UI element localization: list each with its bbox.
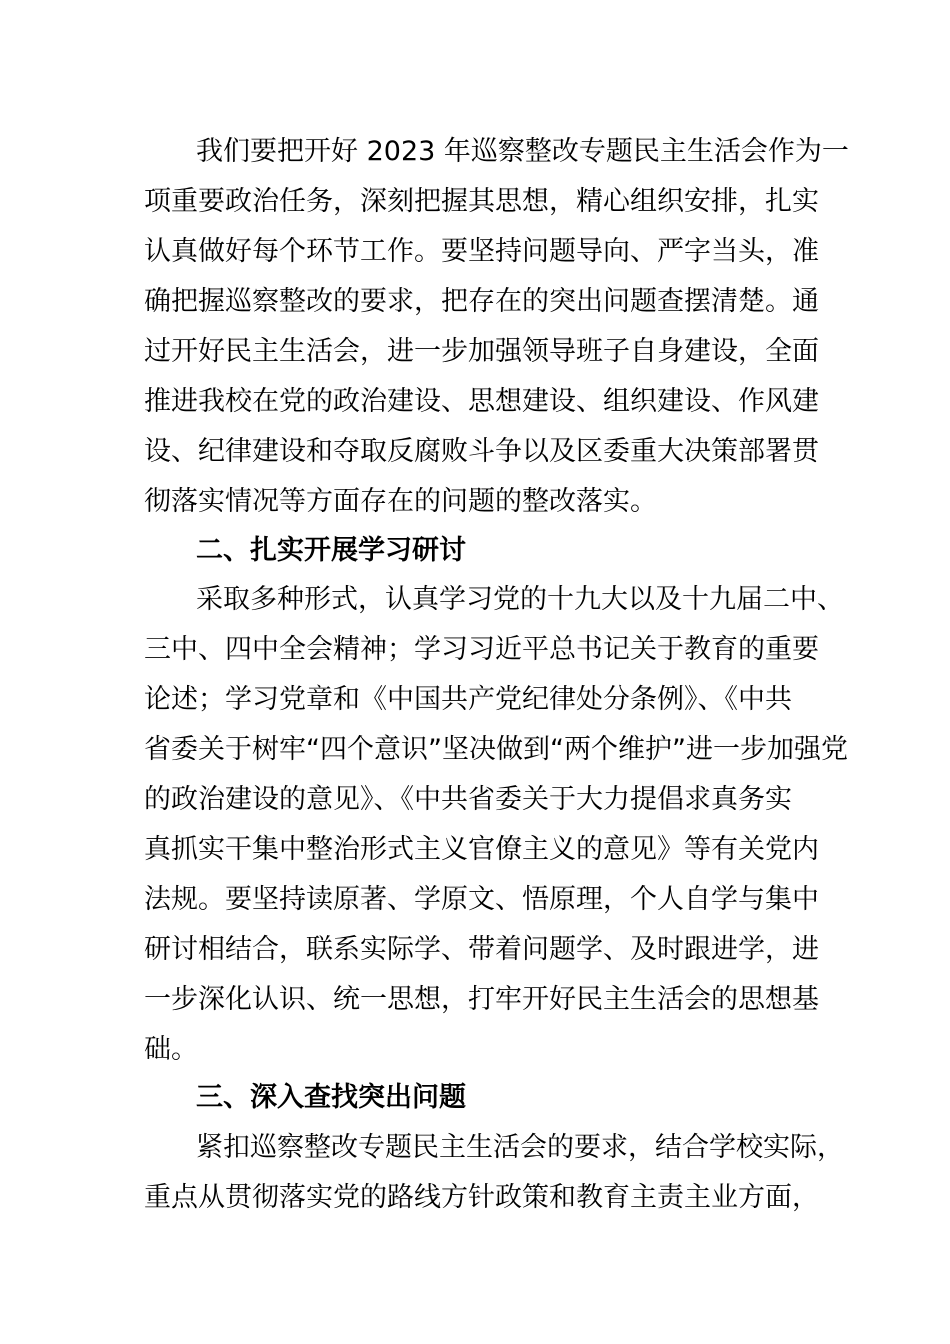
paragraph-line: 省委关于树牢“四个意识”坚决做到“两个维护”进一步加强党: [144, 734, 848, 765]
paragraph-line: 彻落实情况等方面存在的问题的整改落实。: [144, 486, 657, 517]
section-heading: 三、深入查找突出问题: [196, 1082, 466, 1113]
paragraph-line: 础。: [144, 1034, 198, 1065]
paragraph-line: 论述；学习党章和《中国共产党纪律处分条例》、《中共: [144, 684, 792, 715]
paragraph-line: 设、纪律建设和夺取反腐败斗争以及区委重大决策部署贯: [144, 436, 819, 467]
paragraph-line: 确把握巡察整改的要求，把存在的突出问题查摆清楚。通: [144, 286, 819, 317]
paragraph-line: 过开好民主生活会，进一步加强领导班子自身建设，全面: [144, 336, 819, 367]
paragraph-line: 三中、四中全会精神；学习习近平总书记关于教育的重要: [144, 634, 819, 665]
paragraph-line: 法规。要坚持读原著、学原文、悟原理，个人自学与集中: [144, 884, 819, 915]
paragraph-line: 我们要把开好 2023 年巡察整改专题民主生活会作为一: [196, 136, 849, 167]
paragraph-line: 研讨相结合，联系实际学、带着问题学、及时跟进学，进: [144, 934, 819, 965]
paragraph-line: 重点从贯彻落实党的路线方针政策和教育主责主业方面，: [144, 1182, 819, 1213]
paragraph-line: 采取多种形式，认真学习党的十九大以及十九届二中、: [196, 584, 844, 615]
paragraph-line: 的政治建设的意见》、《中共省委关于大力提倡求真务实: [144, 784, 792, 815]
paragraph-line: 认真做好每个环节工作。要坚持问题导向、严字当头，准: [144, 236, 819, 267]
paragraph-line: 真抓实干集中整治形式主义官僚主义的意见》等有关党内: [144, 834, 819, 865]
paragraph-line: 一步深化认识、统一思想，打牢开好民主生活会的思想基: [144, 984, 819, 1015]
paragraph-line: 紧扣巡察整改专题民主生活会的要求，结合学校实际，: [196, 1132, 844, 1163]
section-heading: 二、扎实开展学习研讨: [196, 535, 466, 566]
paragraph-line: 推进我校在党的政治建设、思想建设、组织建设、作风建: [144, 386, 819, 417]
paragraph-line: 项重要政治任务，深刻把握其思想，精心组织安排，扎实: [144, 186, 819, 217]
